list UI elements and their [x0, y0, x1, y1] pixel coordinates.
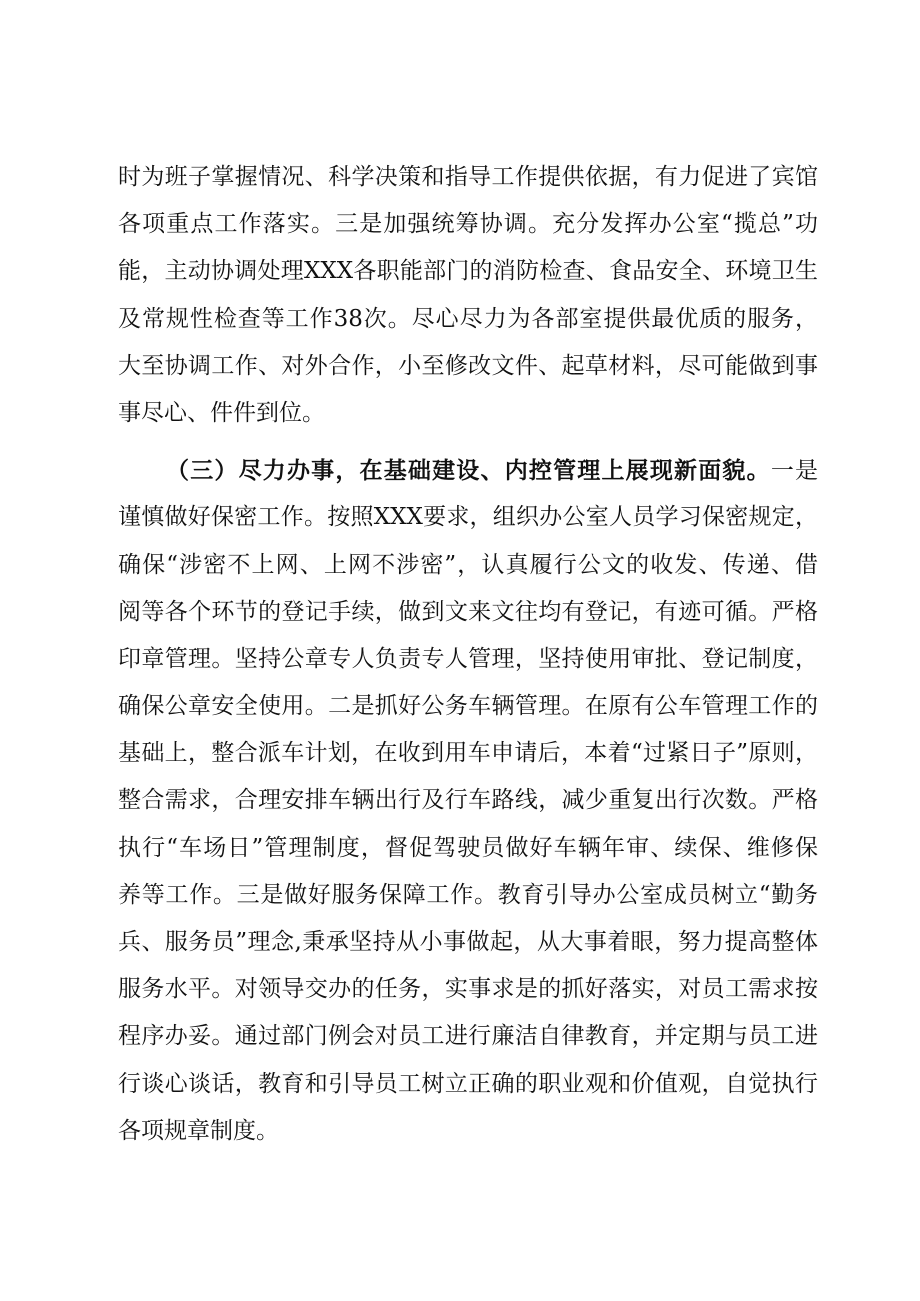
text-line: 兵、服务员”理念,秉承坚持从小事做起，从大事着眼，努力提高整体	[118, 929, 818, 955]
text-line: 阅等各个环节的登记手续，做到文来文往均有登记，有迹可循。严格	[118, 598, 818, 625]
text-line: 确保公章安全使用。二是抓好公务车辆管理。在原有公车管理工作的	[118, 693, 818, 720]
text-line: 养等工作。三是做好服务保障工作。教育引导办公室成员树立“勤务	[118, 881, 818, 908]
text-line: 事尽心、件件到位。	[118, 399, 325, 426]
text-line: 行谈心谈话，教育和引导员工树立正确的职业观和价值观，自觉执行	[118, 1070, 818, 1097]
text-line: 及常规性检查等工作38次。尽心尽力为各部室提供最优质的服务，	[118, 305, 818, 332]
paragraph-2	[118, 447, 818, 1155]
text-line: 大至协调工作、对外合作，小至修改文件、起草材料，尽可能做到事	[118, 352, 818, 379]
text-line: 确保“涉密不上网、上网不涉密”，认真履行公文的收发、传递、借	[118, 551, 818, 578]
text-line: 基础上，整合派车计划，在收到用车申请后，本着“过紧日子”原则，	[118, 740, 818, 767]
text-fragment: 一是	[770, 458, 819, 485]
text-line: 整合需求，合理安排车辆出行及行车路线，减少重复出行次数。严格	[118, 787, 818, 814]
text-line: 时为班子掌握情况、科学决策和指导工作提供依据，有力促进了宾馆	[118, 164, 818, 190]
text-line: 能，主动协调处理XXX各职能部门的消防检查、食品安全、环境卫生	[118, 258, 818, 285]
text-line: 印章管理。坚持公章专人负责专人管理，坚持使用审批、登记制度，	[118, 645, 818, 672]
text-line: 各项规章制度。	[118, 1117, 279, 1144]
paragraph-2-first-line	[118, 447, 818, 494]
text-line: 谨慎做好保密工作。按照XXX要求，组织办公室人员学习保密规定，	[118, 504, 818, 531]
text-line: 程序办妥。通过部门例会对员工进行廉洁自律教育，并定期与员工进	[118, 1023, 818, 1050]
text-line: 各项重点工作落实。三是加强统筹协调。充分发挥办公室“揽总”功	[118, 211, 818, 238]
text-line: 服务水平。对领导交办的任务，实事求是的抓好落实，对员工需求按	[118, 976, 818, 1003]
paragraph-1	[118, 154, 818, 437]
document-body	[118, 154, 818, 1155]
section-heading: （三）尽力办事，在基础建设、内控管理上展现新面貌。	[166, 457, 771, 485]
text-line: 执行“车场日”管理制度，督促驾驶员做好车辆年审、续保、维修保	[118, 834, 818, 861]
